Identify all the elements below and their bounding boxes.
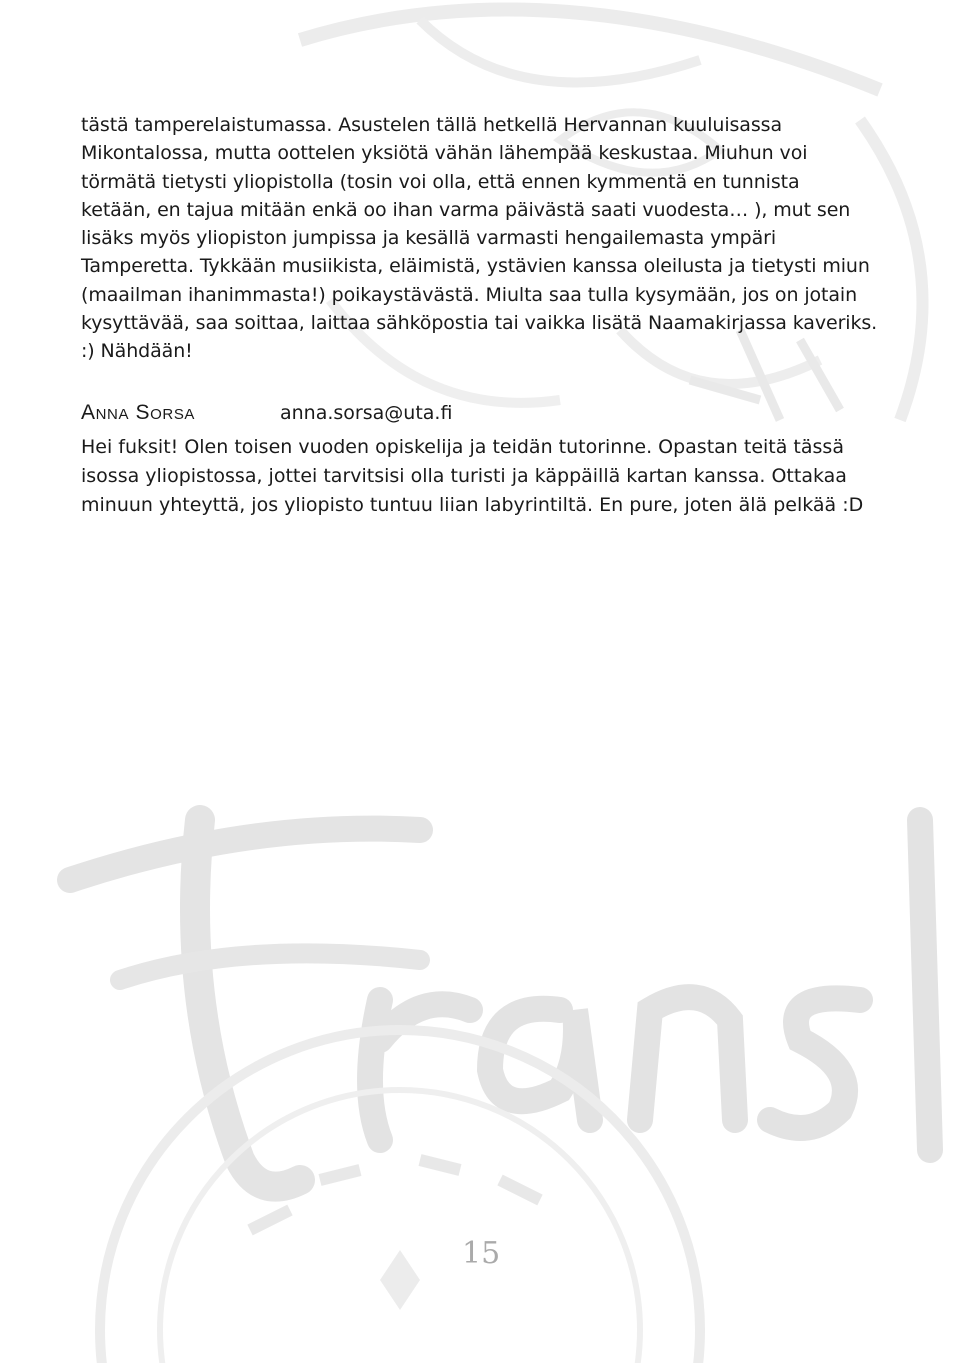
profile-line: minuun yhteyttä, jos yliopisto tuntuu liian labyrintiltä. En pure, joten älä pelkää :D bbox=[81, 493, 864, 516]
intro-line: :) Nähdään! bbox=[81, 340, 193, 363]
intro-line: törmätä tietysti yliopistolla (tosin voi olla, että ennen kymmentä en tunnista bbox=[81, 170, 800, 193]
page-content bbox=[81, 111, 881, 520]
intro-line: Mikontalossa, mutta oottelen yksiötä vähän lähempää keskustaa. Miuhun voi bbox=[81, 142, 808, 165]
profile-paragraph bbox=[81, 433, 881, 520]
intro-line: tästä tamperelaistumassa. Asustelen tällä hetkellä Hervannan kuuluisassa bbox=[81, 114, 782, 136]
profile-line: Hei fuksit! Olen toisen vuoden opiskelija ja teidän tutorinne. Opastan teitä tässä bbox=[81, 435, 844, 458]
intro-line: (maailman ihanimmasta!) poikaystävästä. Miulta saa tulla kysymään, jos on jotain bbox=[81, 283, 858, 306]
intro-line: lisäks myös yliopiston jumpissa ja kesällä varmasti hengailemasta ympäri bbox=[81, 227, 777, 250]
intro-line: kysyttävää, saa soittaa, laittaa sähköpostia tai vaikka lisätä Naamakirjassa kaveriks. bbox=[81, 312, 878, 335]
profile-header bbox=[81, 393, 881, 433]
intro-line: Tamperetta. Tykkään musiikista, eläimistä, ystävien kanssa oleilusta ja tietysti miun bbox=[81, 255, 870, 278]
profile-email[interactable]: anna.sorsa@uta.fi bbox=[280, 401, 453, 424]
intro-paragraph bbox=[81, 111, 881, 366]
profile-name: Anna Sorsa bbox=[81, 400, 196, 424]
page-number: 15 bbox=[462, 1236, 501, 1271]
profile-line: isossa yliopistossa, jottei tarvitsisi olla turisti ja käppäillä kartan kanssa. Ottakaa bbox=[81, 464, 847, 487]
intro-line: ketään, en tajua mitään enkä oo ihan varma päivästä saati vuodesta… ), mut sen bbox=[81, 198, 851, 221]
